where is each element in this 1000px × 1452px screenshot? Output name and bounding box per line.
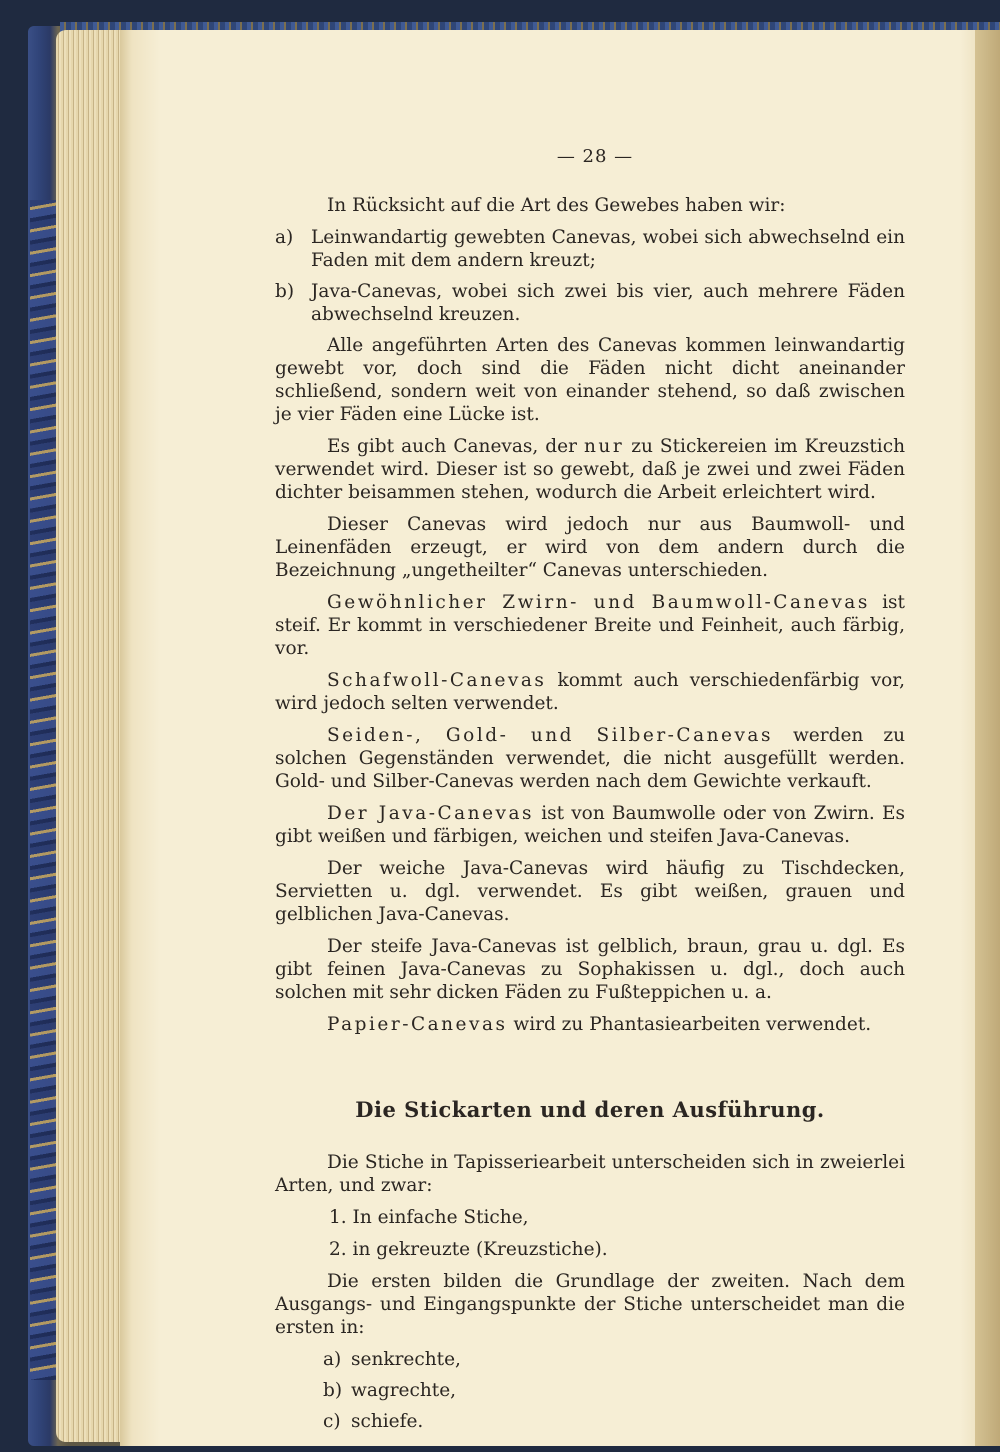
list-item: 2. in gekreuzte (Kreuzstiche). — [329, 1239, 608, 1260]
paragraph: Der steife Java-Canevas ist gelblich, braun, grau u. dgl. Es gibt feinen Java-Canevas zu Sophakissen u. dgl., doch auch solchen mit sehr dicken Fäden zu Fußteppichen u. a. — [275, 936, 905, 1003]
paragraph — [275, 591, 905, 660]
spaced-emphasis: Schafwoll-Canevas — [327, 670, 547, 691]
list-text: schiefe. — [351, 1411, 424, 1432]
paragraph: Der weiche Java-Canevas wird häufig zu Tischdecken, Servietten u. dgl. verwendet. Es gibt weißen, grauen und gelblichen Java-Canevas. — [275, 858, 905, 925]
spaced-emphasis: Papier-Canevas — [327, 1014, 508, 1035]
marbled-spine — [30, 200, 56, 1380]
text-run: wird zu Phantasiearbeiten verwendet. — [507, 1014, 872, 1035]
text-run: werden zu solchen Gegenständen verwendet, die nicht ausgefüllt werden. Gold- und Silber-Canevas werden nach dem Gewichte verkauft. — [275, 725, 905, 792]
paragraph — [275, 1013, 905, 1036]
list-label: a) — [275, 227, 294, 248]
list-label: b) — [275, 281, 295, 302]
list-item — [323, 1348, 905, 1371]
list-text: Leinwandartig gewebten Canevas, wobei sich abwechselnd ein Faden mit dem andern kreuzt; — [311, 227, 905, 271]
paragraph: Die ersten bilden die Grundlage der zweiten. Nach dem Ausgangs- und Eingangspunkte der Stiche unterscheidet man die ersten in: — [275, 1271, 905, 1338]
paragraph — [275, 724, 905, 793]
list-label: a) — [323, 1349, 342, 1370]
intro-paragraph: In Rücksicht auf die Art des Gewebes haben wir: — [327, 195, 786, 216]
paragraph — [275, 435, 905, 504]
paragraph — [275, 802, 905, 848]
list-item — [323, 1379, 905, 1402]
list-text: wagrechte, — [351, 1380, 457, 1401]
list-item — [275, 280, 905, 326]
text-run: zu Stickereien im Kreuzstich verwendet wird. Dieser ist so gewebt, daß je zwei und zwei Fäden dichter beisammen stehen, wodurch die Arbeit erleichtert wird. — [275, 436, 905, 503]
text-run: ist von Baumwolle oder von Zwirn. Es gibt weißen und färbigen, weichen und steifen Java-Canevas. — [275, 803, 905, 847]
page-content — [275, 145, 905, 1441]
list-label: b) — [323, 1380, 343, 1401]
paragraph: Alle angeführten Arten des Canevas kommen leinwandartig gewebt vor, doch sind die Fäden nicht dicht aneinander schließend, sondern weit von einander stehend, so daß zwischen je vier Fäden eine Lücke ist. — [275, 335, 905, 425]
text-run: ist steif. Er kommt in verschiedener Breite und Feinheit, auch färbig, vor. — [275, 592, 905, 659]
section-heading: Die Stickarten und deren Ausführung. — [355, 1097, 825, 1122]
spaced-emphasis: Der Java-Canevas — [327, 803, 535, 824]
page-number: — 28 — — [556, 146, 634, 167]
paragraph — [275, 669, 905, 715]
spaced-emphasis: Gewöhnlicher Zwirn- und Baumwoll-Canevas — [327, 592, 870, 613]
page-gutter — [975, 30, 1000, 1446]
list-item: 1. In einfache Stiche, — [329, 1207, 529, 1228]
list-text: senkrechte, — [351, 1349, 461, 1370]
list-item — [323, 1410, 905, 1433]
spaced-emphasis: Seiden-, Gold- und Silber-Canevas — [327, 725, 773, 746]
list-item — [275, 226, 905, 272]
text-run: kommt auch verschiedenfärbig vor, wird jedoch selten verwendet. — [275, 670, 905, 714]
list-label: c) — [323, 1411, 341, 1432]
paragraph: Die Stiche in Tapisseriearbeit unterscheiden sich in zweierlei Arten, und zwar: — [275, 1152, 905, 1196]
paragraph: Dieser Canevas wird jedoch nur aus Baumwoll- und Leinenfäden erzeugt, er wird von dem andern durch die Bezeichnung „ungetheilter“ Canevas unterschieden. — [275, 514, 905, 581]
spaced-emphasis: nur — [584, 436, 625, 457]
text-run: Es gibt auch Canevas, der — [327, 436, 577, 457]
list-text: Java-Canevas, wobei sich zwei bis vier, auch mehrere Fäden abwechselnd kreuzen. — [311, 281, 905, 325]
